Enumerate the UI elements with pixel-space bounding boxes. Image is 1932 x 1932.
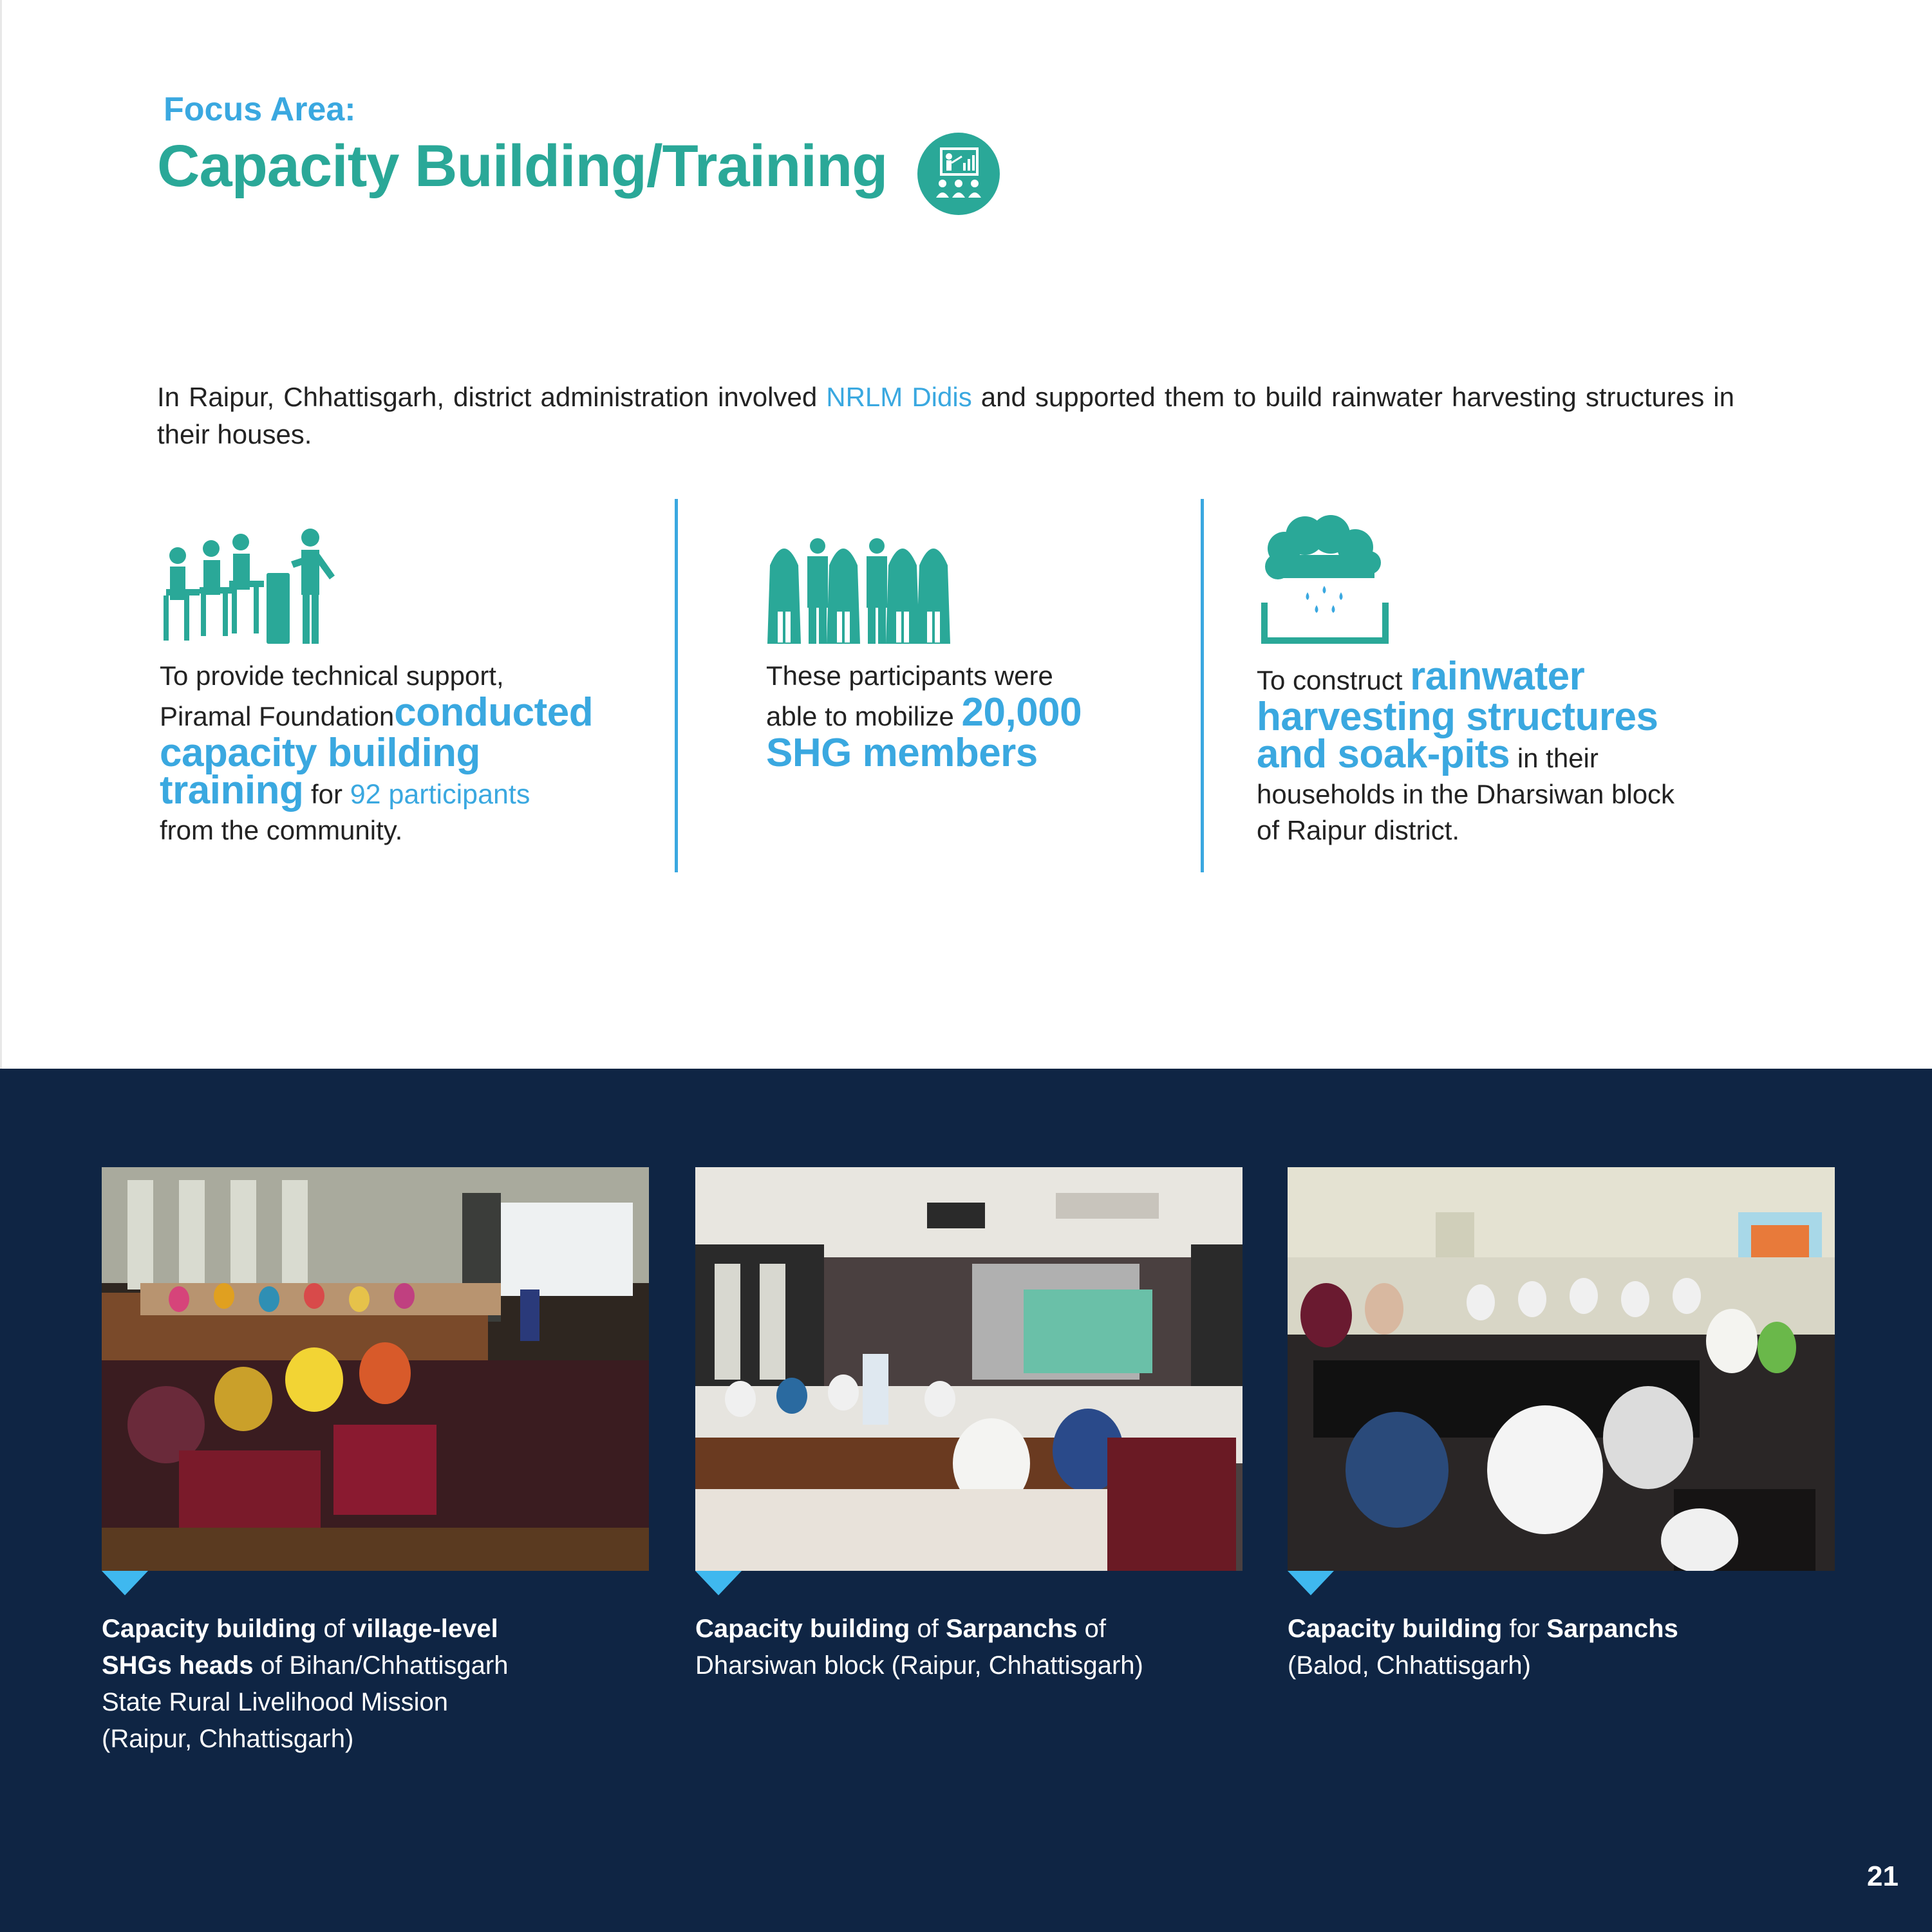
col3-big-1: rainwater	[1410, 654, 1585, 699]
caption-1-bold-2: village-level	[352, 1615, 498, 1643]
caption-1-text-2: of Bihan/Chhattisgarh	[260, 1651, 509, 1680]
caption-1-text-1: of	[323, 1615, 345, 1643]
col1-line-5: from the community.	[160, 815, 403, 845]
caption-1-line-4: (Raipur, Chhattisgarh)	[102, 1725, 354, 1753]
intro-highlight: NRLM Didis	[826, 382, 972, 412]
column-2-text	[766, 658, 1185, 775]
column-1-text	[160, 658, 675, 849]
intro-text-2: and supported them to build rainwater harvesting structures in their houses.	[157, 382, 1734, 449]
col2-prefix: able to mobilize	[766, 701, 954, 731]
women-group-icon	[765, 534, 952, 645]
caption-3-line-1	[1288, 1611, 1835, 1647]
intro-paragraph	[157, 379, 1734, 453]
photo-1	[102, 1167, 649, 1571]
col1-big-2: capacity building	[160, 731, 480, 775]
intro-text-1: In Raipur, Chhattisgarh, district administration involved	[157, 382, 818, 412]
page-number: 21	[1867, 1861, 1899, 1892]
caption-2-bold-1: Capacity building	[695, 1615, 910, 1643]
col1-line-2	[160, 690, 675, 735]
column-divider-2	[1201, 499, 1204, 872]
col1-participants: 92 participants	[350, 779, 530, 810]
focus-area-label: Focus Area:	[164, 91, 356, 128]
classroom-training-icon	[158, 528, 339, 645]
page-title: Capacity Building/Training	[157, 133, 888, 199]
col3-suffix: in their	[1517, 743, 1599, 773]
caption-1-line-2	[102, 1647, 649, 1684]
col2-line-2	[766, 690, 1185, 735]
caption-2-text-2: of	[1084, 1615, 1106, 1643]
caption-3-text-1: for	[1509, 1615, 1540, 1643]
rainwater-harvesting-icon	[1259, 515, 1394, 645]
caption-1-bold-3: SHGs heads	[102, 1651, 254, 1680]
photo-2-caption	[695, 1611, 1243, 1684]
photo-1-caption	[102, 1611, 649, 1758]
caption-2-text-1: of	[917, 1615, 939, 1643]
col3-line-4: households in the Dharsiwan block	[1257, 779, 1675, 809]
col1-line-4	[160, 768, 675, 812]
col3-big-3: and soak-pits	[1257, 732, 1510, 776]
caption-2-line-1	[695, 1611, 1243, 1647]
col3-big-2: harvesting structures	[1257, 695, 1658, 739]
photo-3	[1288, 1167, 1835, 1571]
col2-big-1: 20,000	[961, 690, 1082, 735]
col3-line-1	[1257, 654, 1746, 699]
caption-2-line-2: Dharsiwan block (Raipur, Chhattisgarh)	[695, 1651, 1143, 1680]
col1-big-1: conducted	[394, 690, 594, 735]
photo-1-pointer	[102, 1571, 148, 1595]
col3-line-5: of Raipur district.	[1257, 815, 1460, 845]
col1-for: for	[311, 779, 343, 809]
caption-3-bold-1: Capacity building	[1288, 1615, 1503, 1643]
photo-3-caption	[1288, 1611, 1835, 1684]
photo-2-pointer	[695, 1571, 742, 1595]
col2-big-2: SHG members	[766, 731, 1038, 775]
caption-3-bold-2: Sarpanchs	[1546, 1615, 1678, 1643]
column-divider-1	[675, 499, 678, 872]
col1-prefix: Piramal Foundation	[160, 701, 395, 731]
caption-1-line-3: State Rural Livelihood Mission	[102, 1688, 449, 1716]
caption-1-bold-1: Capacity building	[102, 1615, 317, 1643]
col1-big-3: training	[160, 768, 304, 812]
caption-3-line-2: (Balod, Chhattisgarh)	[1288, 1651, 1531, 1680]
left-edge-rule	[0, 0, 2, 1069]
column-3-text	[1257, 654, 1746, 849]
presentation-training-icon	[917, 132, 1000, 216]
col3-prefix: To construct	[1257, 665, 1403, 695]
col2-line-1: These participants were	[766, 661, 1053, 691]
caption-1-line-1	[102, 1611, 649, 1647]
photo-3-pointer	[1288, 1571, 1334, 1595]
col3-line-3	[1257, 732, 1746, 776]
photo-2	[695, 1167, 1243, 1571]
col1-line-1: To provide technical support,	[160, 661, 504, 691]
caption-2-bold-2: Sarpanchs	[945, 1615, 1078, 1643]
